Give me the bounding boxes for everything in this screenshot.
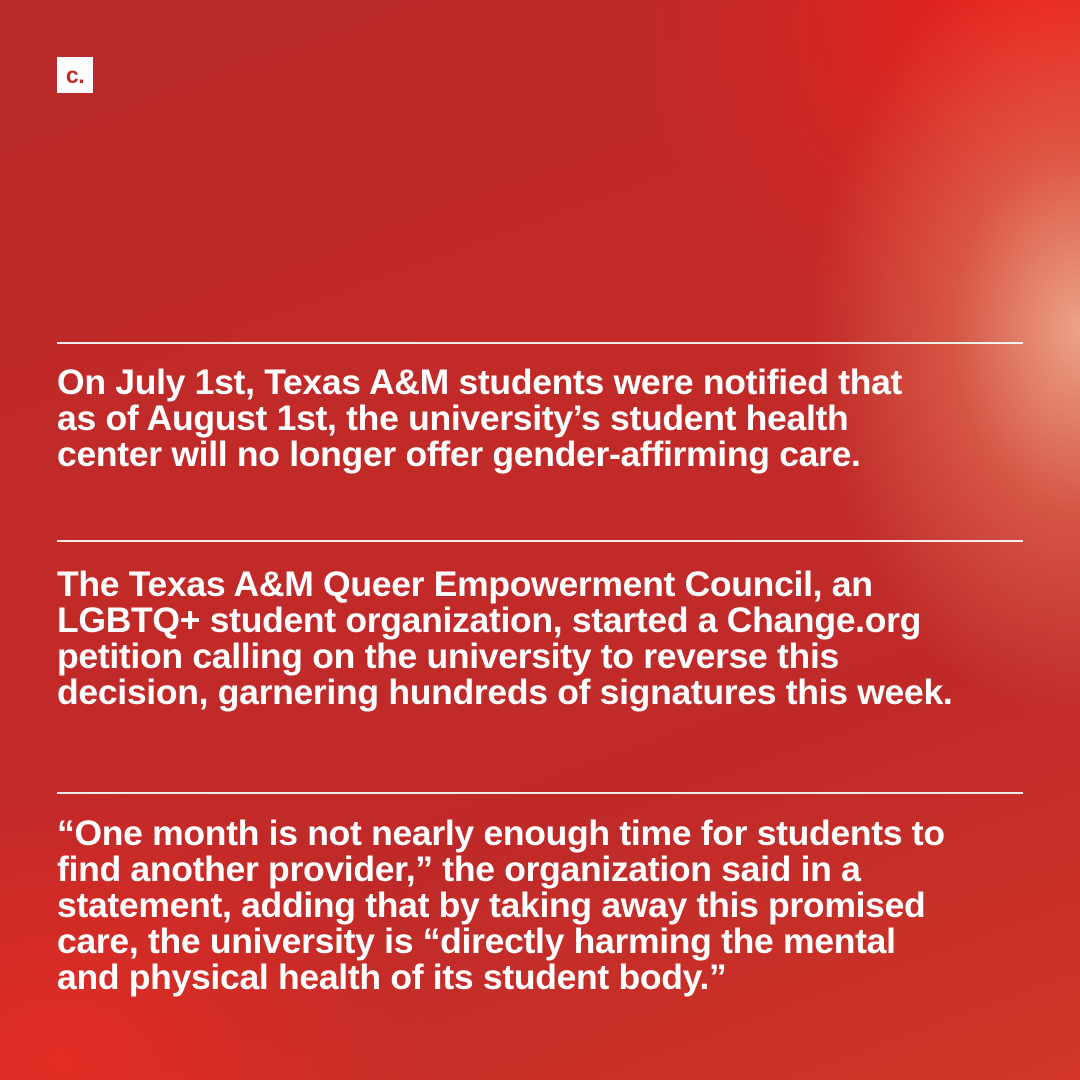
divider-2 bbox=[57, 540, 1023, 542]
paragraph-3 bbox=[57, 815, 1037, 995]
paragraph-3-line: “One month is not nearly enough time for students to bbox=[57, 813, 945, 853]
paragraph-3-line: statement, adding that by taking away this promised bbox=[57, 885, 926, 925]
paragraph-3-line: find another provider,” the organization said in a bbox=[57, 849, 861, 889]
paragraph-2 bbox=[57, 566, 1037, 710]
paragraph-1 bbox=[57, 364, 1037, 472]
divider-3 bbox=[57, 792, 1023, 794]
paragraph-2-line: decision, garnering hundreds of signatures this week. bbox=[57, 672, 953, 712]
paragraph-1-line: as of August 1st, the university’s student health bbox=[57, 398, 849, 438]
paragraph-1-line: center will no longer offer gender-affirming care. bbox=[57, 434, 861, 474]
brand-logo: c. bbox=[57, 57, 93, 93]
divider-1 bbox=[57, 342, 1023, 344]
paragraph-1-line: On July 1st, Texas A&M students were notified that bbox=[57, 362, 903, 402]
paragraph-3-line: and physical health of its student body.” bbox=[57, 957, 727, 997]
paragraph-2-line: LGBTQ+ student organization, started a Change.org bbox=[57, 600, 921, 640]
paragraph-2-line: petition calling on the university to reverse this bbox=[57, 636, 839, 676]
paragraph-2-line: The Texas A&M Queer Empowerment Council, an bbox=[57, 564, 873, 604]
paragraph-3-line: care, the university is “directly harming the mental bbox=[57, 921, 896, 961]
